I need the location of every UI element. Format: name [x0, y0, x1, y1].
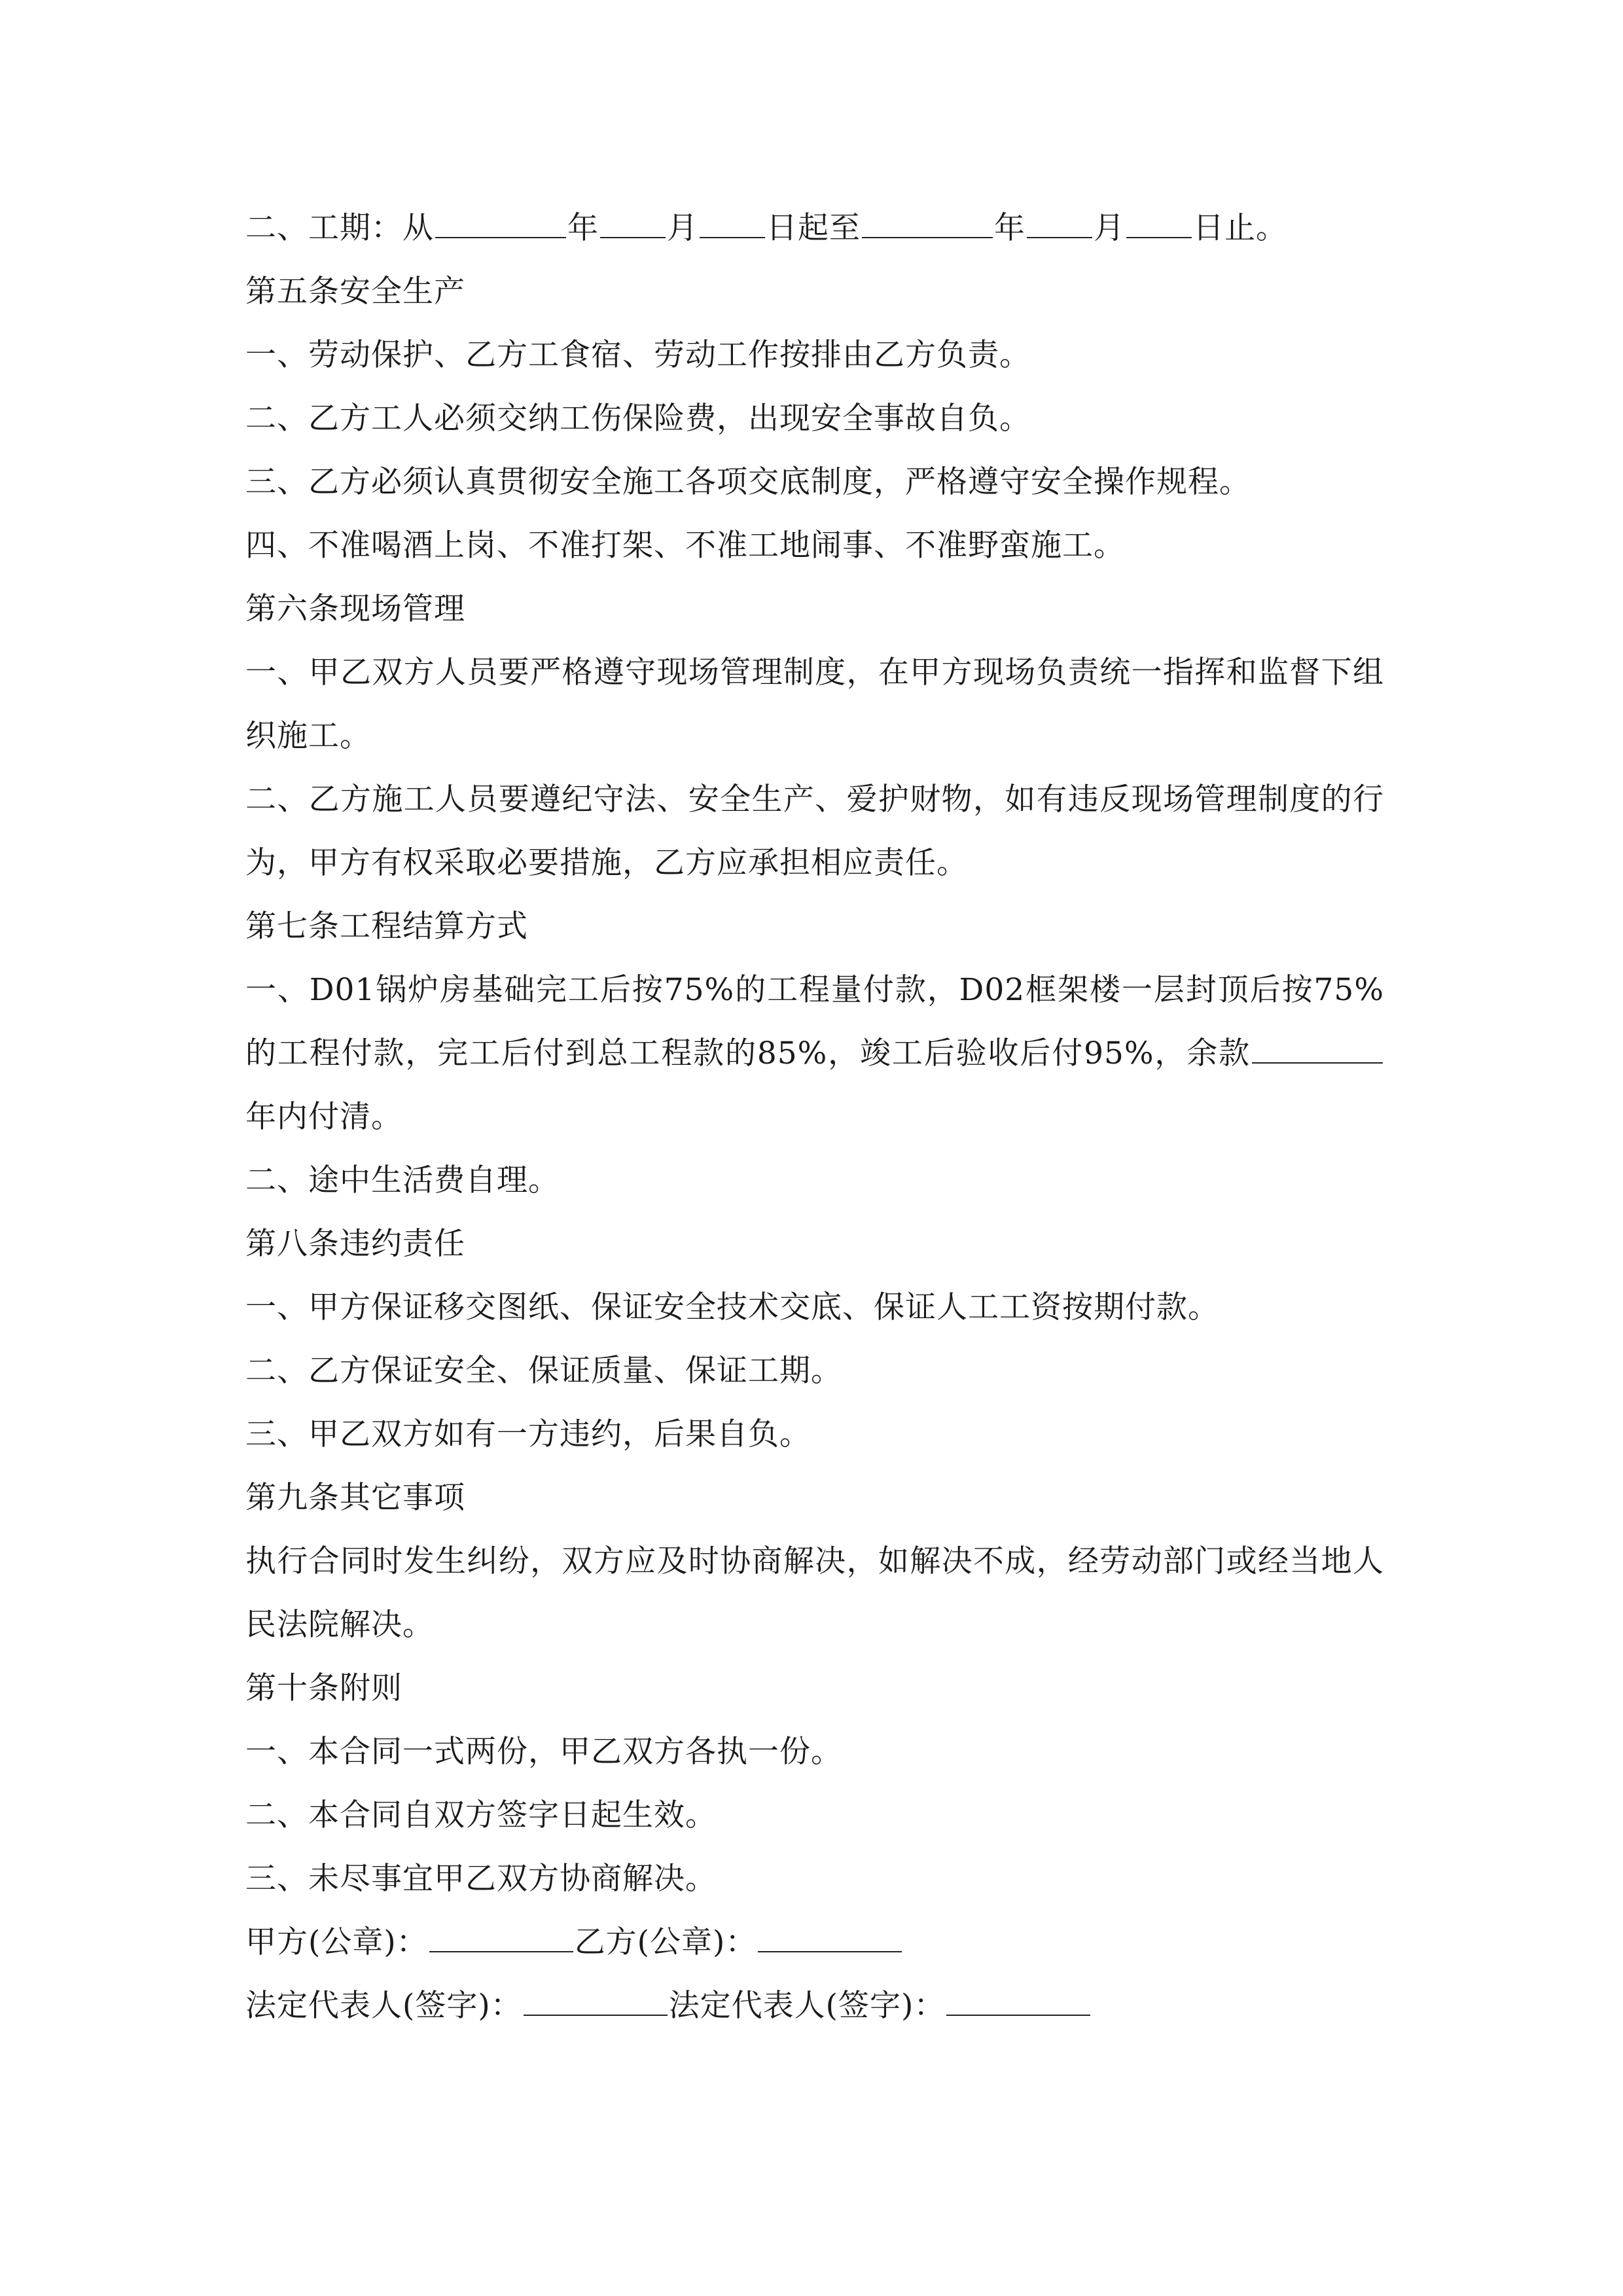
article9-heading: 第九条其它事项: [245, 1480, 465, 1516]
article5-item-1: 一、劳动保护、乙方工食宿、劳动工作按排由乙方负责。: [245, 337, 1031, 373]
party-a-seal-blank: [429, 1925, 573, 1952]
article5-item-2: 二、乙方工人必须交纳工伤保险费，出现安全事故自负。: [245, 401, 1031, 437]
article10-heading: 第十条附则: [245, 1670, 402, 1706]
article8-item-1: 一、甲方保证移交图纸、保证安全技术交底、保证人工工资按期付款。: [245, 1289, 1219, 1325]
term-month2: 月: [1094, 210, 1125, 246]
blank-start-day: [700, 211, 765, 238]
term-year2: 年: [994, 210, 1026, 246]
article6-item-1: 一、甲乙双方人员要严格遵守现场管理制度，在甲方现场负责统一指挥和监督下组织施工。: [245, 655, 1384, 754]
article10-item-3: 三、未尽事宜甲乙双方协商解决。: [245, 1861, 717, 1897]
term-year1: 年: [567, 210, 599, 246]
article7-item-1: [245, 958, 1384, 1149]
blank-end-month: [1027, 211, 1092, 238]
article8-item-3: 三、甲乙双方如有一方违约，后果自负。: [245, 1416, 811, 1452]
blank-start-year: [435, 211, 566, 238]
article5-heading: 第五条安全生产: [245, 274, 465, 310]
article5-item-3: 三、乙方必须认真贯彻安全施工各项交底制度，严格遵守安全操作规程。: [245, 464, 1251, 500]
term-day2: 日止。: [1193, 210, 1287, 246]
article8-heading: 第八条违约责任: [245, 1226, 465, 1262]
party-b-seal-blank: [758, 1925, 902, 1952]
blank-end-day: [1126, 211, 1192, 238]
party-a-seal-label: 甲方(公章)：: [245, 1924, 428, 1960]
term-prefix: 二、工期：从: [245, 210, 434, 246]
article6-item-2: 二、乙方施工人员要遵纪守法、安全生产、爱护财物，如有违反现场管理制度的行为，甲方有权采取必要措施，乙方应承担相应责任。: [245, 781, 1384, 881]
party-b-seal-label: 乙方(公章)：: [574, 1924, 757, 1960]
article10-item-1: 一、本合同一式两份，甲乙双方各执一份。: [245, 1734, 842, 1770]
representative-line: [245, 1974, 1384, 2037]
rep-b-blank: [946, 1988, 1090, 2016]
blank-balance-years: [1252, 1036, 1383, 1064]
rep-b-label: 法定代表人(签字)：: [668, 1988, 946, 2024]
article7-item-2: 二、途中生活费自理。: [245, 1162, 560, 1198]
article7-item-1-text: 一、D01锅炉房基础完工后按75%的工程量付款，D02框架楼一层封顶后按75%的工程付款，完工后付到总工程款的85%，竣工后验收后付95%，余款: [245, 972, 1384, 1071]
article10-item-2: 二、本合同自双方签字日起生效。: [245, 1797, 717, 1833]
article9-text: 执行合同时发生纠纷，双方应及时协商解决，如解决不成，经劳动部门或经当地人民法院解决。: [245, 1543, 1384, 1643]
term-line: [245, 196, 1384, 260]
blank-end-year: [862, 211, 993, 238]
article7-heading: 第七条工程结算方式: [245, 908, 528, 944]
term-day1: 日起至: [766, 210, 861, 246]
blank-start-month: [600, 211, 666, 238]
article8-item-2: 二、乙方保证安全、保证质量、保证工期。: [245, 1353, 842, 1389]
article5-item-4: 四、不准喝酒上岗、不准打架、不准工地闹事、不准野蛮施工。: [245, 528, 1125, 564]
article7-item-1-end: 年内付清。: [245, 1099, 402, 1135]
document-page: [245, 196, 1384, 2037]
article6-heading: 第六条现场管理: [245, 591, 465, 627]
seal-line: [245, 1910, 1384, 1974]
rep-a-blank: [524, 1988, 668, 2016]
term-month1: 月: [667, 210, 698, 246]
rep-a-label: 法定代表人(签字)：: [245, 1988, 522, 2024]
